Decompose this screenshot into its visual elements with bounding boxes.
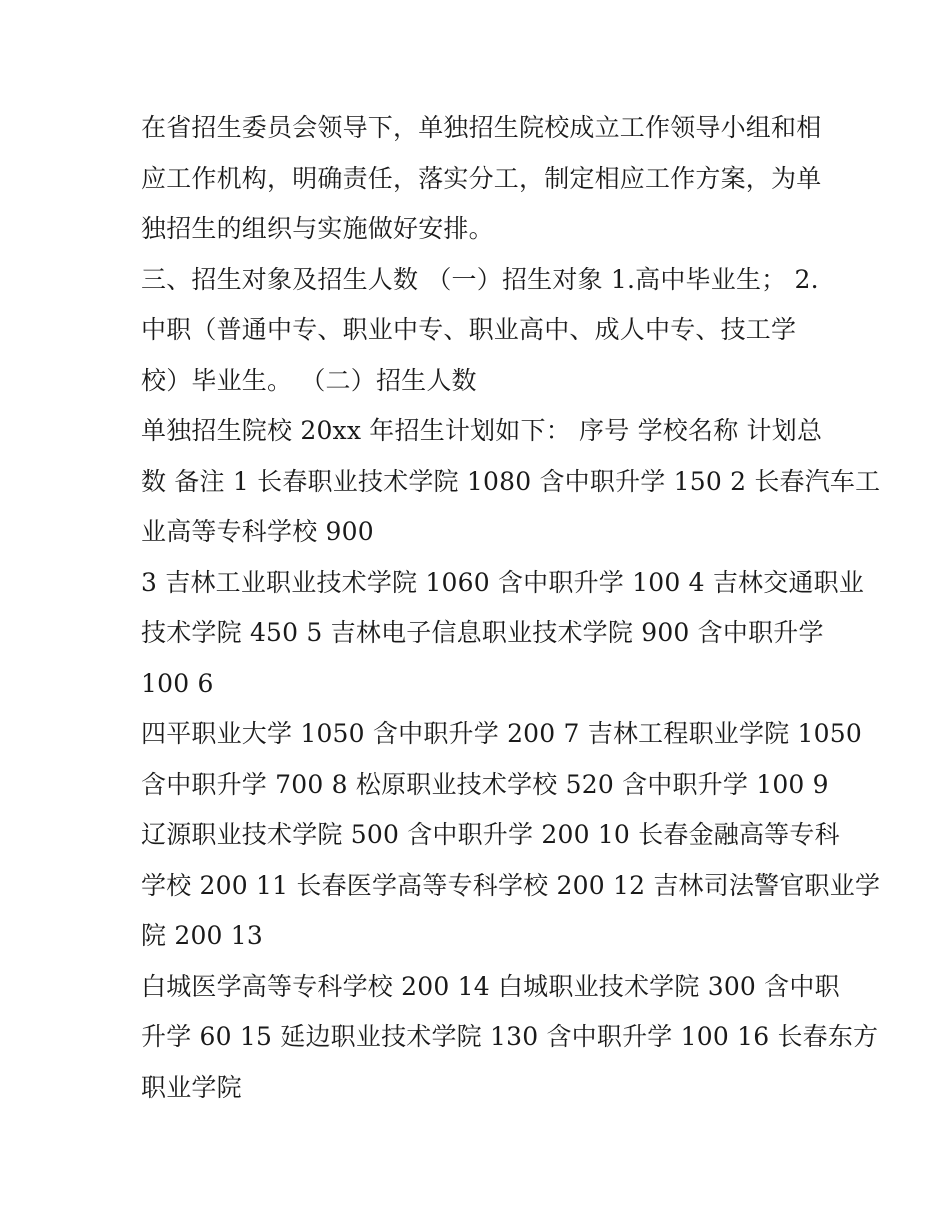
text-line: 四平职业大学 1050 含中职升学 200 7 吉林工程职业学院 1050 [141,719,862,748]
text-line: 升学 60 15 延边职业技术学院 130 含中职升学 100 16 长春东方 [141,1022,879,1051]
text-line: 三、招生对象及招生人数 （一）招生对象 1.高中毕业生； 2. [141,264,819,294]
text-line: 应工作机构，明确责任，落实分工，制定相应工作方案，为单 [141,163,822,193]
text-line: 校）毕业生。 （二）招生人数 [141,365,477,395]
text-line: 业高等专科学校 900 [141,517,374,546]
text-line: 学校 200 11 长春医学高等专科学校 200 12 吉林司法警官职业学 [141,870,881,900]
text-line: 技术学院 450 5 吉林电子信息职业技术学院 900 含中职升学 [141,618,824,647]
text-line: 辽源职业技术学院 500 含中职升学 200 10 长春金融高等专科 [141,820,840,849]
text-line: 中职（普通中专、职业中专、职业高中、成人中专、技工学 [141,315,797,344]
text-line: 独招生的组织与实施做好安排。 [141,214,494,243]
text-line: 100 6 [141,668,214,698]
text-line: 单独招生院校 20xx 年招生计划如下： 序号 学校名称 计划总 [141,416,823,445]
text-line: 含中职升学 700 8 松原职业技术学校 520 含中职升学 100 9 [141,769,829,799]
text-line: 白城医学高等专科学校 200 14 白城职业技术学院 300 含中职 [141,971,840,1001]
text-line: 职业学院 [141,1072,242,1102]
text-line: 数 备注 1 长春职业技术学院 1080 含中职升学 150 2 长春汽车工 [141,466,881,496]
text-line: 院 200 13 [141,921,264,950]
text-line: 在省招生委员会领导下，单独招生院校成立工作领导小组和相 [141,113,822,142]
text-line: 3 吉林工业职业技术学院 1060 含中职升学 100 4 吉林交通职业 [141,567,865,597]
document-body [141,103,881,1113]
